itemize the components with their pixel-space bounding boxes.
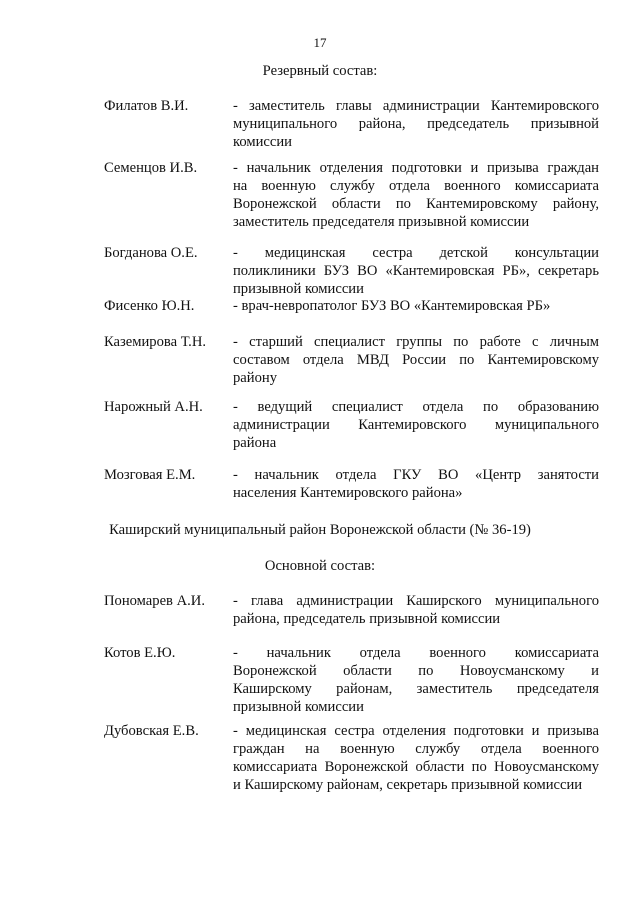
role-line: граждан на военную службу отдела военного [233,741,599,757]
role-line: поликлиники БУЗ ВО «Кантемировская РБ», секретарь [233,263,599,279]
member-role [233,297,599,315]
district-heading: Каширский муниципальный район Воронежской области (№ 36-19) [109,522,531,538]
section-heading-reserve: Резервный состав: [262,63,378,79]
member-role [233,466,599,502]
member-role [233,592,599,628]
role-line: комиссариата Воронежской области по Новоусманскому [233,759,599,775]
member-name: Семенцов И.В. [104,160,198,176]
role-line: призывной комиссии [233,281,364,297]
role-line: составом отдела МВД России по Кантемировскому [233,352,599,368]
member-name: Пономарев А.И. [104,593,205,609]
role-line: населения Кантемировского района» [233,485,463,501]
page-number: 17 [313,35,327,50]
role-line: района, председатель призывной комиссии [233,611,501,627]
role-line: - медицинская сестра отделения подготовки и призыва [233,723,599,739]
role-line: заместитель председателя призывной комиссии [233,214,530,230]
role-line: района [233,435,277,451]
member-role [233,333,599,387]
role-line: Воронежской области по Кантемировскому району, [233,196,599,212]
member-name: Нарожный А.Н. [104,399,203,415]
member-role [233,398,599,452]
member-name: Каземирова Т.Н. [104,334,207,350]
role-line: и Каширскому районам, секретарь призывной комиссии [233,777,583,793]
role-line: - старший специалист группы по работе с личным [233,334,599,350]
member-name: Богданова О.Е. [104,245,198,261]
role-line: - врач-невропатолог БУЗ ВО «Кантемировская РБ» [233,298,551,314]
role-line: Воронежской области по Новоусманскому и [233,663,599,679]
member-name: Дубовская Е.В. [104,723,199,739]
role-line: - медицинская сестра детской консультации [233,245,599,261]
role-line: на военную службу отдела военного комиссариата [233,178,599,194]
role-line: - начальник отдела военного комиссариата [233,645,599,661]
role-line: - начальник отделения подготовки и призыва граждан [233,160,599,176]
member-role [233,244,599,298]
member-role [233,722,599,794]
member-role [233,97,599,151]
role-line: комиссии [233,134,292,150]
role-line: призывной комиссии [233,699,364,715]
section-heading-main: Основной состав: [264,558,376,574]
member-name: Мозговая Е.М. [104,467,196,483]
role-line: муниципального района, председатель призывной [233,116,599,132]
role-line: - глава администрации Каширского муниципального [233,593,599,609]
member-name: Котов Е.Ю. [104,645,176,661]
member-name: Фисенко Ю.Н. [104,298,195,314]
role-line: - начальник отдела ГКУ ВО «Центр занятости [233,467,599,483]
role-line: - заместитель главы администрации Кантемировского [233,98,599,114]
member-role [233,159,599,231]
role-line: - ведущий специалист отдела по образованию [233,399,599,415]
role-line: администрации Кантемировского муниципального [233,417,599,433]
role-line: району [233,370,277,386]
member-role [233,644,599,716]
role-line: Каширскому районам, заместитель председателя [233,681,599,697]
member-name: Филатов В.И. [104,98,189,114]
